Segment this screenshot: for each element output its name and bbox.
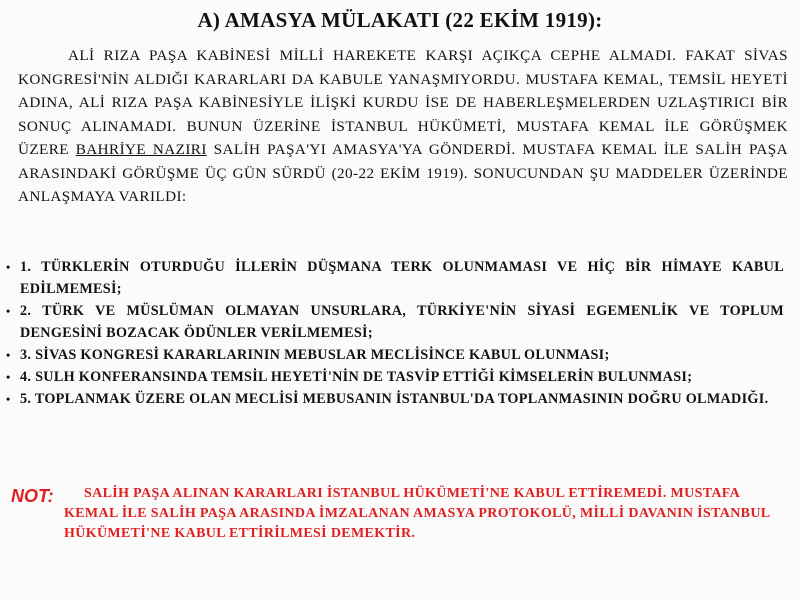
list-item: [0, 256, 800, 300]
agreement-list: [0, 256, 800, 410]
list-item: [0, 300, 800, 344]
note-text-content: SALİH PAŞA ALINAN KARARLARI İSTANBUL HÜKÜMETİ'NE KABUL ETTİREMEDİ. MUSTAFA KEMAL İLE SALİH PAŞA ARASINDA İMZALANAN AMASYA PROTOKOLÜ, MİLLİ DAVANIN İSTANBUL HÜKÜMETİ'NE KABUL ETTİRİLMESİ DEMEKTİR.: [64, 486, 770, 541]
list-item: [0, 388, 800, 410]
note-label: NOT:: [11, 486, 54, 506]
intro-text-end: SALİH PAŞA'YI AMASYA'YA GÖNDERDİ. MUSTAFA KEMAL İLE SALİH PAŞA ARASINDAKİ GÖRÜŞME ÜÇ GÜN SÜRDÜ (20-22 EKİM 1919). SONUCUNDAN ŞU MADDELER ÜZERİNDE ANLAŞMAYA VARILDI:: [18, 141, 788, 205]
slide-title: A) AMASYA MÜLAKATI (22 EKİM 1919):: [197, 8, 603, 32]
list-item-text: 5. TOPLANMAK ÜZERE OLAN MECLİSİ MEBUSANIN İSTANBUL'DA TOPLANMASININ DOĞRU OLMADIĞI.: [20, 391, 769, 407]
bullet-icon: •: [6, 392, 11, 406]
intro-paragraph: [18, 44, 788, 209]
intro-text-start: ALİ RIZA PAŞA KABİNESİ MİLLİ HAREKETE KARŞI AÇIKÇA CEPHE ALMADI. FAKAT SİVAS KONGRESİ'NİN ALDIĞI KARARLARI DA KABULE YANAŞMIYORDU. MUSTAFA KEMAL, TEMSİL HEYETİ ADINA, ALİ RIZA PAŞA KABİNESİYLE İLİŞKİ KURDU İSE DE HABERLEŞMELERDEN UZLAŞTIRICI BİR SONUÇ ALINAMADI. BUNUN ÜZERİNE İSTANBUL HÜKÜMETİ, MUSTAFA KEMAL İLE GÖRÜŞMEK ÜZERE: [18, 47, 788, 158]
intro-underlined-text: BAHRİYE NAZIRI: [75, 141, 207, 158]
list-item-text: 3. SİVAS KONGRESİ KARARLARININ MEBUSLAR MECLİSİNCE KABUL OLUNMASI;: [20, 347, 610, 363]
list-item: [0, 344, 800, 366]
bullet-icon: •: [6, 348, 11, 362]
bullet-icon: •: [6, 370, 11, 384]
list-item-text: 1. TÜRKLERİN OTURDUĞU İLLERİN DÜŞMANA TERK OLUNMAMASI VE HİÇ BİR HİMAYE KABUL EDİLMEMESİ;: [20, 259, 784, 297]
list-item-text: 4. SULH KONFERANSINDA TEMSİL HEYETİ'NİN DE TASVİP ETTİĞİ KİMSELERİN BULUNMASI;: [20, 369, 693, 385]
note-text: [64, 484, 784, 544]
bullet-icon: •: [6, 260, 11, 274]
list-item-text: 2. TÜRK VE MÜSLÜMAN OLMAYAN UNSURLARA, TÜRKİYE'NİN SİYASİ EGEMENLİK VE TOPLUM DENGESİNİ BOZACAK ÖDÜNLER VERİLMEMESİ;: [20, 303, 784, 341]
list-item: [0, 366, 800, 388]
bullet-icon: •: [6, 304, 11, 318]
